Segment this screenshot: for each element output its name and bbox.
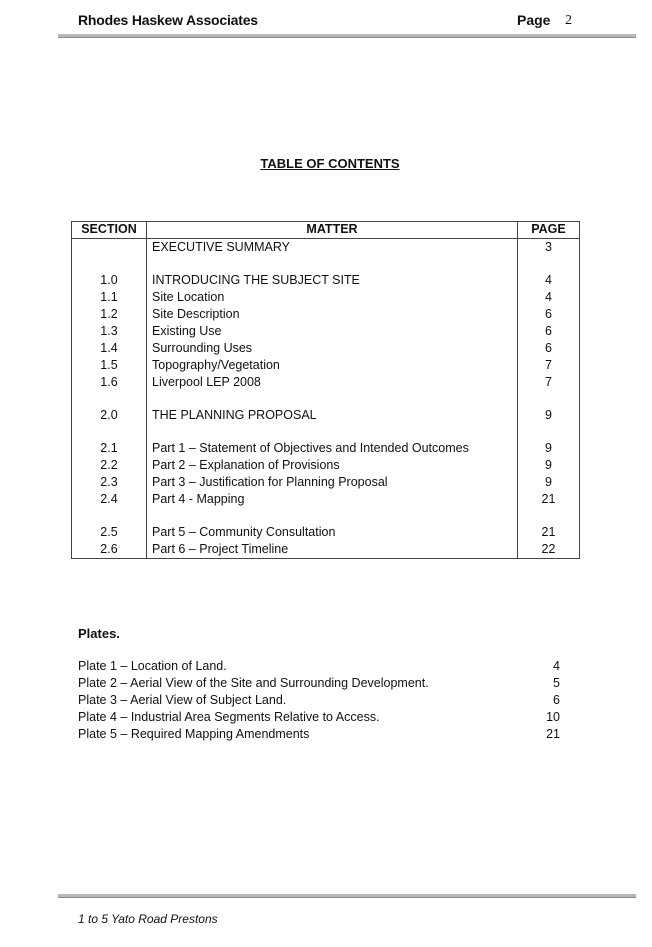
toc-col-matter: MATTER bbox=[147, 222, 518, 239]
toc-row-matter: Topography/Vegetation bbox=[147, 357, 518, 374]
plate-item bbox=[78, 692, 560, 709]
plates-title: Plates. bbox=[78, 626, 120, 641]
toc-row-section: 2.5 bbox=[72, 524, 147, 541]
toc-row bbox=[72, 407, 580, 440]
toc-row-page: 4 bbox=[518, 289, 580, 306]
toc-row-page: 6 bbox=[518, 306, 580, 323]
plate-item bbox=[78, 726, 560, 743]
toc-row bbox=[72, 323, 580, 340]
toc-row-page: 9 bbox=[518, 440, 580, 457]
toc-row-section: 1.1 bbox=[72, 289, 147, 306]
toc-row bbox=[72, 440, 580, 457]
toc-row-section: 1.2 bbox=[72, 306, 147, 323]
toc-row-matter: Site Location bbox=[147, 289, 518, 306]
toc-row bbox=[72, 272, 580, 289]
toc-row-page: 9 bbox=[518, 457, 580, 474]
plate-item bbox=[78, 658, 560, 675]
plate-label: Plate 4 – Industrial Area Segments Relative to Access. bbox=[78, 710, 380, 724]
toc-row-matter: Part 6 – Project Timeline bbox=[147, 541, 518, 559]
plate-page-number: 10 bbox=[546, 710, 560, 724]
header-company-name: Rhodes Haskew Associates bbox=[78, 12, 258, 28]
toc-row bbox=[72, 374, 580, 407]
plate-page-number: 6 bbox=[553, 693, 560, 707]
plate-label: Plate 2 – Aerial View of the Site and Surrounding Development. bbox=[78, 676, 429, 690]
toc-row-page: 7 bbox=[518, 374, 580, 407]
toc-row-page: 22 bbox=[518, 541, 580, 559]
toc-row bbox=[72, 491, 580, 524]
toc-row-matter: Part 5 – Community Consultation bbox=[147, 524, 518, 541]
toc-row-matter: Part 1 – Statement of Objectives and Intended Outcomes bbox=[147, 440, 518, 457]
plate-item bbox=[78, 709, 560, 726]
footer-address: 1 to 5 Yato Road Prestons bbox=[78, 912, 218, 926]
toc-title: TABLE OF CONTENTS bbox=[260, 156, 400, 171]
toc-row bbox=[72, 541, 580, 559]
toc-row bbox=[72, 524, 580, 541]
toc-col-section: SECTION bbox=[72, 222, 147, 239]
toc-row-section: 2.4 bbox=[72, 491, 147, 524]
toc-row bbox=[72, 340, 580, 357]
toc-row-section: 2.1 bbox=[72, 440, 147, 457]
toc-row-section: 2.6 bbox=[72, 541, 147, 559]
toc-row bbox=[72, 457, 580, 474]
toc-row-page: 4 bbox=[518, 272, 580, 289]
toc-row-page: 21 bbox=[518, 491, 580, 524]
plate-label: Plate 3 – Aerial View of Subject Land. bbox=[78, 693, 287, 707]
plate-item bbox=[78, 675, 560, 692]
toc-row-section: 2.2 bbox=[72, 457, 147, 474]
toc-row-section: 2.3 bbox=[72, 474, 147, 491]
toc-row bbox=[72, 289, 580, 306]
toc-row-matter: INTRODUCING THE SUBJECT SITE bbox=[147, 272, 518, 289]
toc-row-matter: THE PLANNING PROPOSAL bbox=[147, 407, 518, 440]
plate-page-number: 5 bbox=[553, 676, 560, 690]
plate-page-number: 21 bbox=[546, 727, 560, 741]
toc-row-matter: Liverpool LEP 2008 bbox=[147, 374, 518, 407]
toc-row bbox=[72, 239, 580, 273]
toc-row-page: 21 bbox=[518, 524, 580, 541]
toc-row-matter: Part 2 – Explanation of Provisions bbox=[147, 457, 518, 474]
plate-page-number: 4 bbox=[553, 659, 560, 673]
toc-body bbox=[72, 239, 580, 559]
toc-row-section: 2.0 bbox=[72, 407, 147, 440]
toc-row-section bbox=[72, 239, 147, 273]
toc-row-matter: Part 3 – Justification for Planning Proposal bbox=[147, 474, 518, 491]
toc-row-page: 9 bbox=[518, 407, 580, 440]
toc-row-section: 1.5 bbox=[72, 357, 147, 374]
toc-col-page: PAGE bbox=[518, 222, 580, 239]
toc-row-section: 1.6 bbox=[72, 374, 147, 407]
toc-row-matter: Existing Use bbox=[147, 323, 518, 340]
toc-row-page: 6 bbox=[518, 340, 580, 357]
toc-row-matter: Surrounding Uses bbox=[147, 340, 518, 357]
plates-list bbox=[78, 658, 560, 743]
toc-row-section: 1.4 bbox=[72, 340, 147, 357]
header-page-label: Page bbox=[517, 12, 551, 28]
header-page-number: 2 bbox=[565, 13, 572, 28]
header-rule bbox=[58, 34, 636, 38]
plate-label: Plate 1 – Location of Land. bbox=[78, 659, 227, 673]
toc-row-matter: Part 4 - Mapping bbox=[147, 491, 518, 524]
toc-table bbox=[71, 221, 580, 559]
toc-row bbox=[72, 357, 580, 374]
toc-row-page: 3 bbox=[518, 239, 580, 273]
toc-row bbox=[72, 306, 580, 323]
toc-row-matter: EXECUTIVE SUMMARY bbox=[147, 239, 518, 273]
footer-rule bbox=[58, 894, 636, 898]
toc-header-row bbox=[72, 222, 580, 239]
plate-label: Plate 5 – Required Mapping Amendments bbox=[78, 727, 310, 741]
toc-row-page: 7 bbox=[518, 357, 580, 374]
toc-row-section: 1.0 bbox=[72, 272, 147, 289]
toc-row-matter: Site Description bbox=[147, 306, 518, 323]
toc-row-page: 6 bbox=[518, 323, 580, 340]
toc-row-section: 1.3 bbox=[72, 323, 147, 340]
toc-row-page: 9 bbox=[518, 474, 580, 491]
toc-row bbox=[72, 474, 580, 491]
